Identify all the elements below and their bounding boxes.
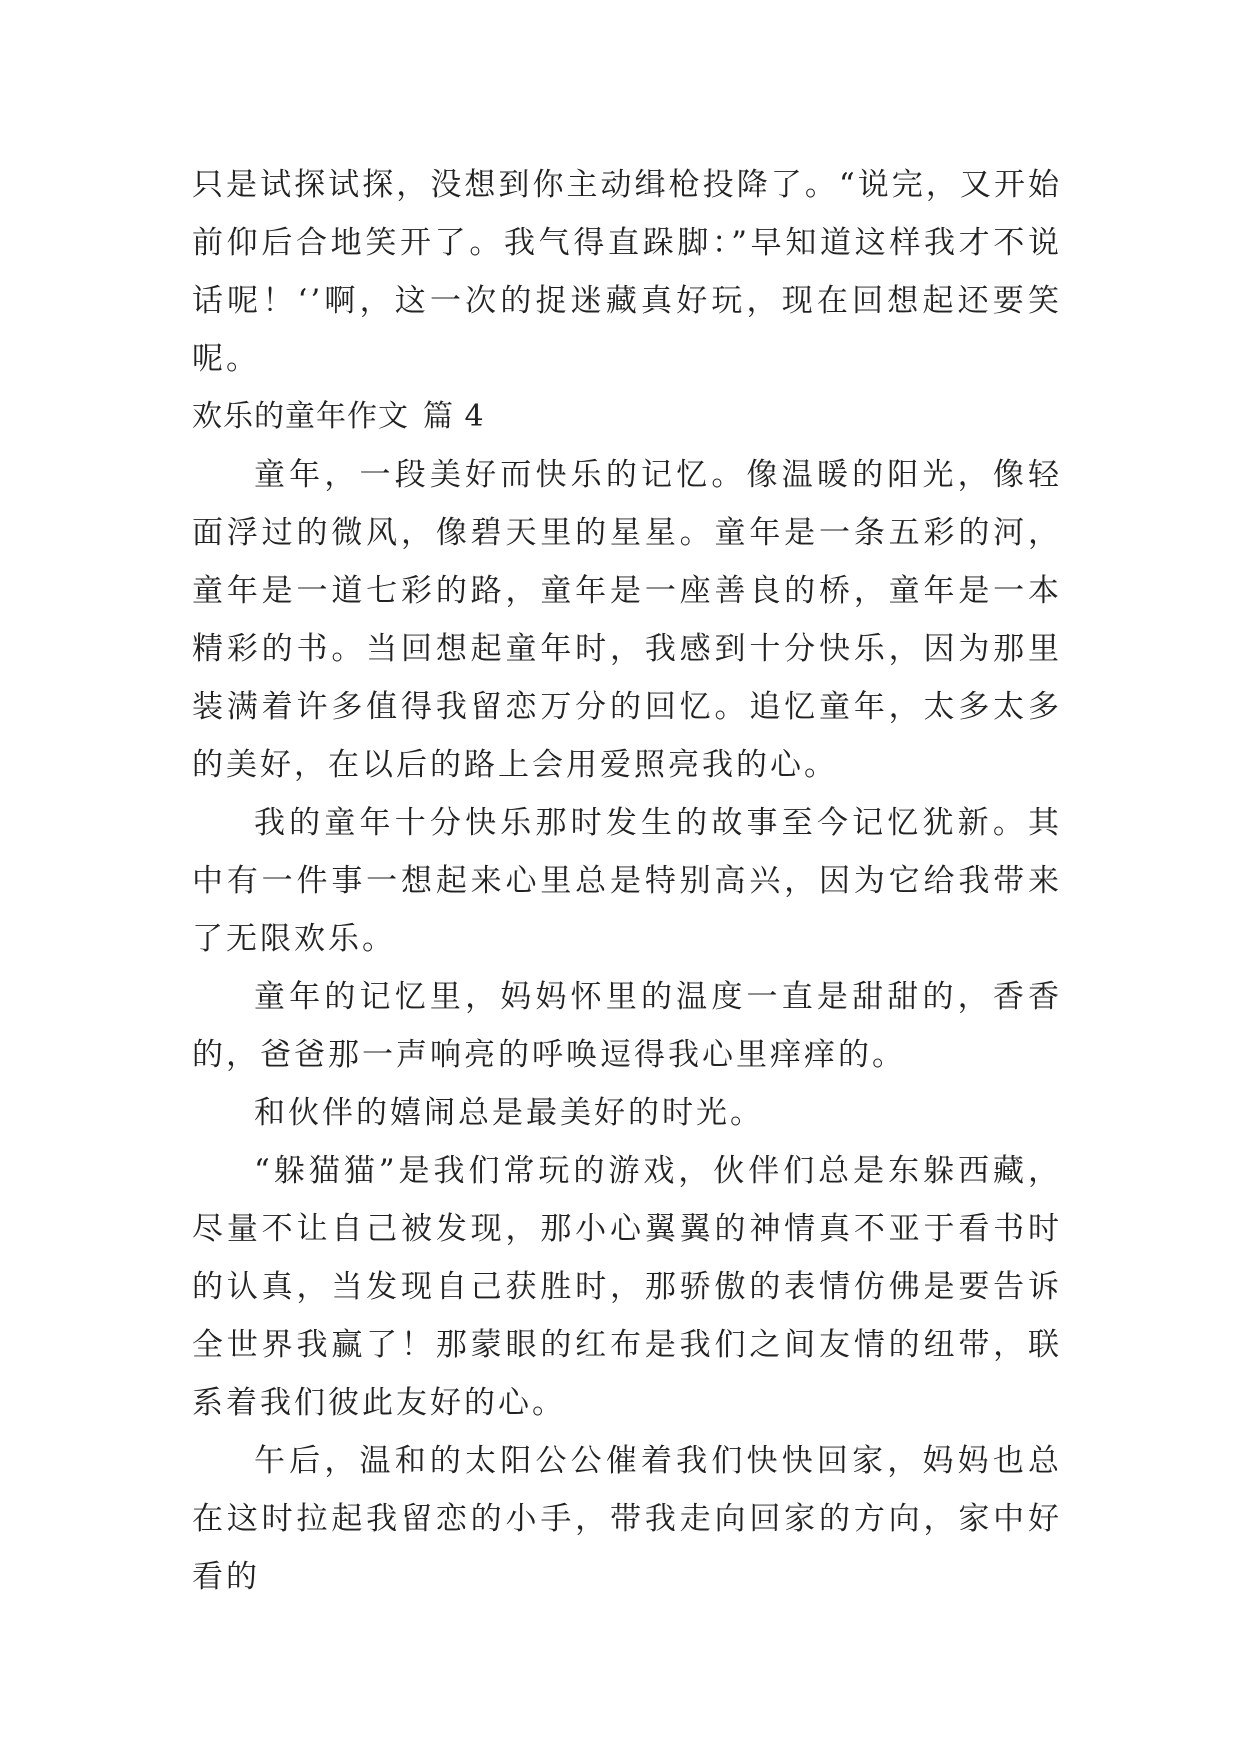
paragraph-happy-story: 我的童年十分快乐那时发生的故事至今记忆犹新。其中有一件事一想起来心里总是特别高兴，因为它给我带来了无限欢乐。 xyxy=(192,805,1062,957)
paragraph-afternoon: 午后，温和的太阳公公催着我们快快回家，妈妈也总在这时拉起我留恋的小手，带我走向回家的方向，家中好看的 xyxy=(192,1443,1062,1595)
paragraph-mother-warmth: 童年的记忆里，妈妈怀里的温度一直是甜甜的，香香的，爸爸那一声响亮的呼唤逗得我心里痒痒的。 xyxy=(192,979,1062,1073)
paragraph-playtime: 和伙伴的嬉闹总是最美好的时光。 xyxy=(254,1095,764,1131)
heading-label: 篇 4 xyxy=(423,399,485,434)
document-page xyxy=(192,156,1062,1606)
paragraph-childhood-memory: 童年，一段美好而快乐的记忆。像温暖的阳光，像轻面浮过的微风，像碧天里的星星。童年是一条五彩的河，童年是一道七彩的路，童年是一座善良的桥，童年是一本精彩的书。当回想起童年时，我感到十分快乐，因为那里装满着许多值得我留恋万分的回忆。追忆童年，太多太多的美好，在以后的路上会用爱照亮我的心。 xyxy=(192,457,1062,783)
paragraph-hide-and-seek: “躲猫猫”是我们常玩的游戏，伙伴们总是东躲西藏，尽量不让自己被发现，那小心翼翼的神情真不亚于看书时的认真，当发现自己获胜时，那骄傲的表情仿佛是要告诉全世界我赢了！那蒙眼的红布是我们之间友情的纽带，联系着我们彼此友好的心。 xyxy=(192,1153,1062,1421)
heading-title: 欢乐的童年作文 xyxy=(192,399,409,434)
section-heading xyxy=(192,388,1062,446)
paragraph-continuation: 只是试探试探，没想到你主动缉枪投降了。“说完，又开始前仰后合地笑开了。我气得直跺脚：”早知道这样我才不说话呢！‘’啊，这一次的捉迷藏真好玩，现在回想起还要笑呢。 xyxy=(192,167,1062,377)
